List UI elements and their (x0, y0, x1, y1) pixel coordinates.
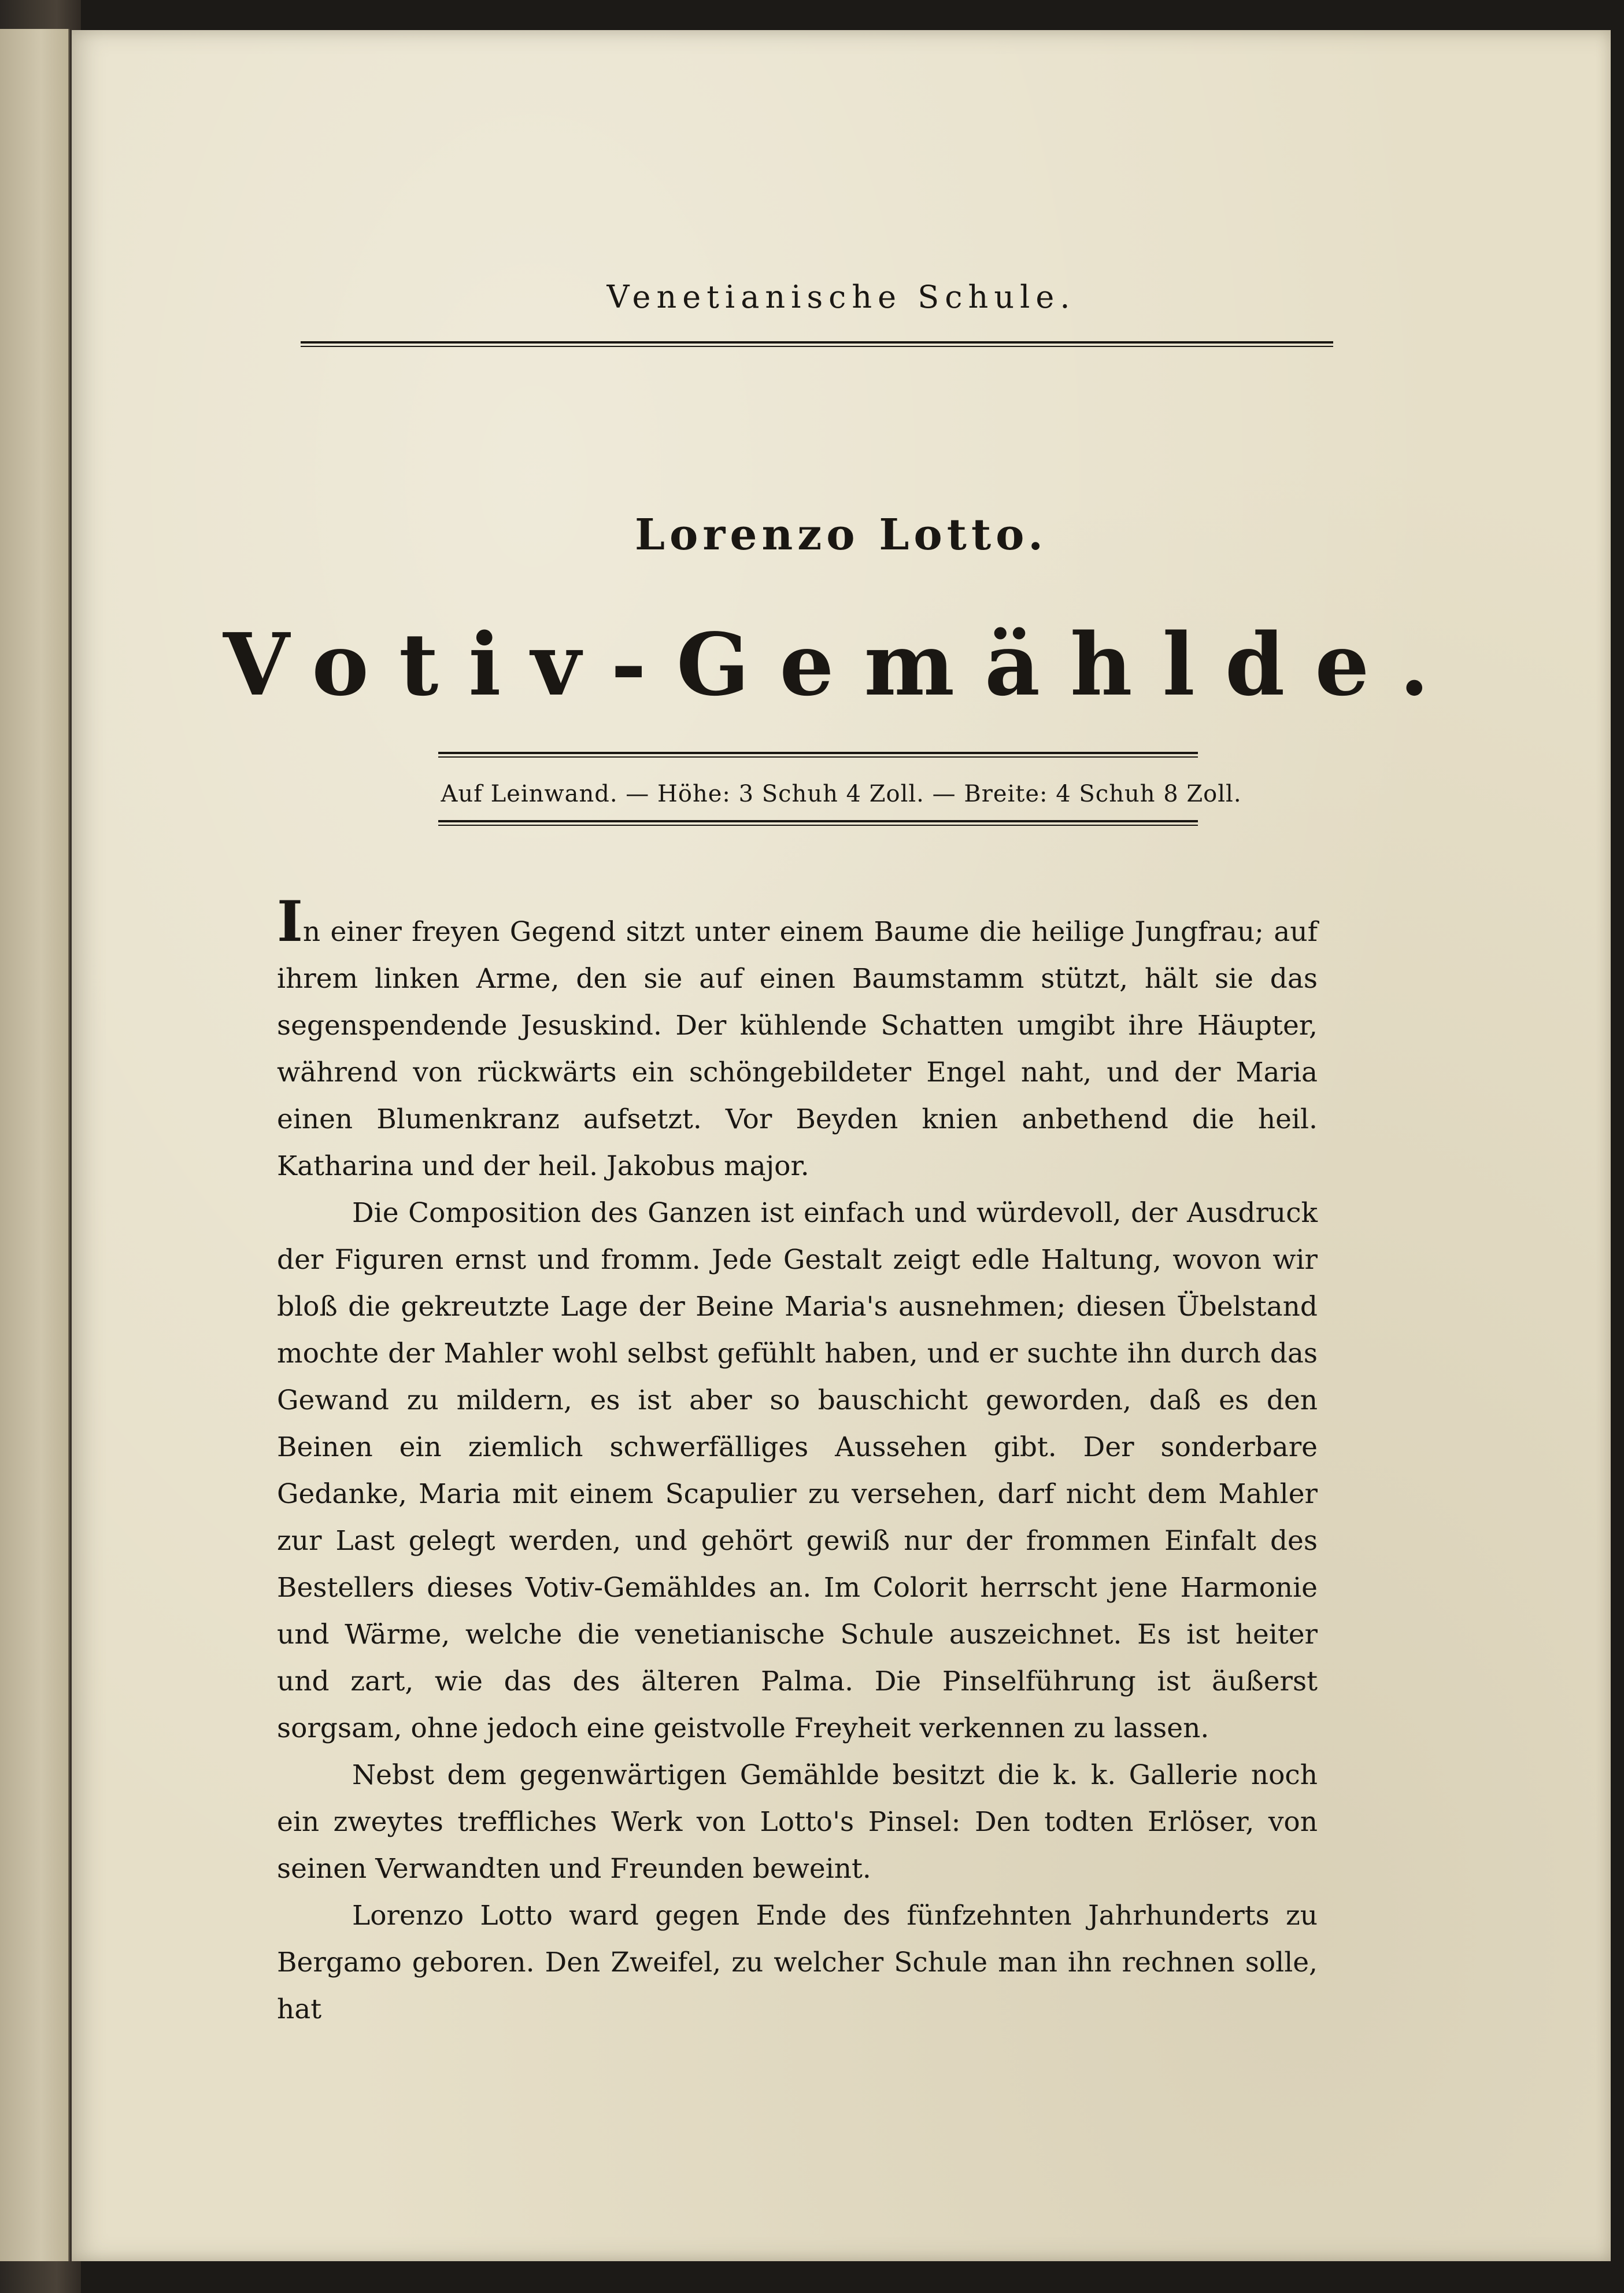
previous-page-edge (0, 29, 69, 2261)
dimensions-bottom-rule (438, 820, 1198, 822)
paragraph-1 (277, 889, 1318, 1190)
drop-cap: I (277, 889, 303, 954)
paragraph-4: Lorenzo Lotto ward gegen Ende des fünfzehnten Jahrhunderts zu Bergamo geboren. Den Zweifel, zu welcher Schule man ihn rechnen solle, hat (277, 1900, 1318, 2025)
paragraph-1-text: n einer freyen Gegend sitzt unter einem Baume die heilige Jungfrau; auf ihrem linken Arme, den sie auf einen Baumstamm stützt, hält sie das segenspendende Jesuskind. Der kühlende Schatten umgibt ihre Häupter, während von rückwärts ein schöngebildeter Engel naht, und der Maria einen Blumenkranz aufsetzt. Vor Beyden knien anbethend die heil. Katharina und der heil. Jakobus major. (277, 916, 1318, 1182)
paragraph-2: Die Composition des Ganzen ist einfach und würdevoll, der Ausdruck der Figuren ernst und fromm. Jede Gestalt zeigt edle Haltung, wovon wir bloß die gekreutzte Lage der Beine Maria's ausnehmen; diesen Übelstand mochte der Mahler wohl selbst gefühlt haben, und er suchte ihn durch das Gewand zu mildern, es ist aber so bauschicht geworden, daß es den Beinen ein ziemlich schwerfälliges Aussehen gibt. Der sonderbare Gedanke, Maria mit einem Scapulier zu versehen, darf nicht dem Mahler zur Last gelegt werden, und gehört gewiß nur der frommen Einfalt des Bestellers dieses Votiv-Gemähldes an. Im Colorit herrscht jene Harmonie und Wärme, welche die venetianische Schule auszeichnet. Es ist heiter und zart, wie das des älteren Palma. Die Pinselführung ist äußerst sorgsam, ohne jedoch eine geistvolle Freyheit verkennen zu lassen. (277, 1197, 1318, 1744)
dimensions-top-rule (438, 752, 1198, 754)
body-text (277, 889, 1318, 2033)
running-head: Venetianische Schule. (606, 279, 1076, 315)
artist-name: Lorenzo Lotto. (635, 510, 1048, 560)
paragraph-3: Nebst dem gegenwärtigen Gemählde besitzt die k. k. Gallerie noch ein zweytes treffliches Werk von Lotto's Pinsel: Den todten Erlöser, von seinen Verwandten und Freunden beweint. (277, 1759, 1318, 1885)
book-page (72, 30, 1611, 2261)
dimensions-line: Auf Leinwand. — Höhe: 3 Schuh 4 Zoll. — Breite: 4 Schuh 8 Zoll. (441, 781, 1242, 807)
painting-title: Votiv-Gemählde. (223, 614, 1459, 715)
head-rule (301, 341, 1333, 344)
